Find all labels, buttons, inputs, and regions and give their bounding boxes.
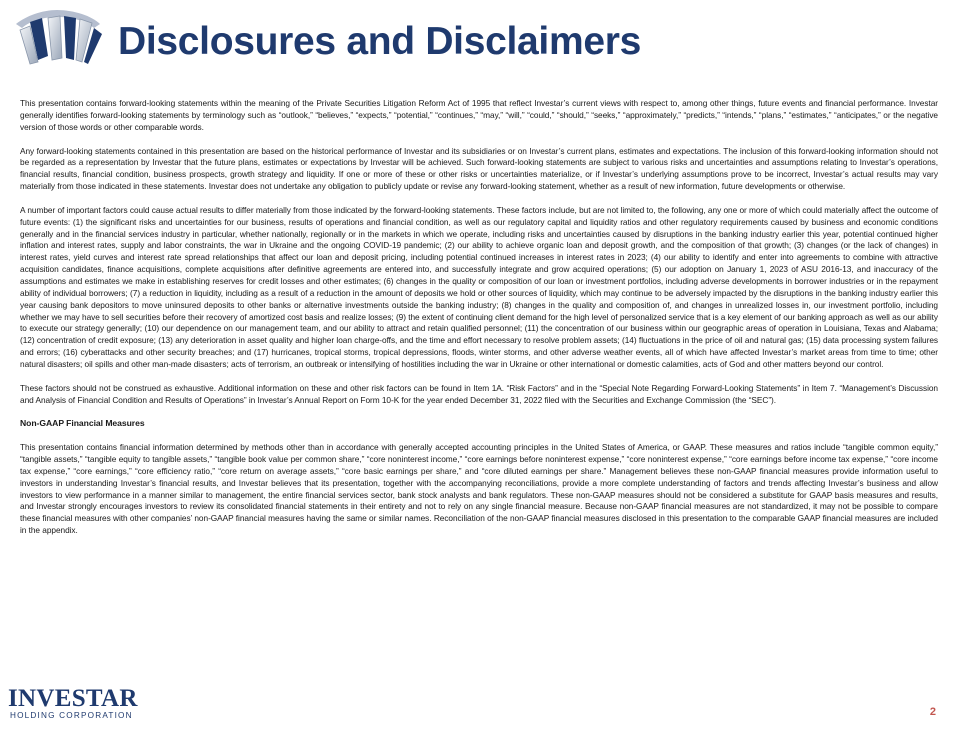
paragraph-basis: Any forward-looking statements contained in this presentation are based on the historical performance of Investar and its subsidiaries or on Investar’s current plans, estimates and expectations. The inclusion of this forward-looking information should not be regarded as a representation by Investar that the future plans, estimates or expectations by Investar will be achieved. Such forward-looking statements are subject to various risks and uncertainties and assumptions relating to Investar’s operations, financial results, financial condition, business prospects, growth strategy and liquidity. If one or more of these or other risks or uncertainties materialize, or if Investar’s underlying assumptions prove to be incorrect, Investar’s actual results may vary materially from those indicated in these statements. Investar does not undertake any obligation to publicly update or revise any forward-looking statement, whether as a result of new information, future developments or otherwise. bbox=[20, 145, 938, 192]
investar-shield-icon bbox=[8, 4, 106, 72]
paragraph-risk-factors: A number of important factors could cause actual results to differ materially from those indicated by the forward-looking statements. These factors include, but are not limited to, the following, any one or more of which could materially affect the outcome of future events: (1) the significant risks and uncertainties for our business, results of operations and financial condition, as well as our regulatory capital and liquidity ratios and other regulatory requirements caused by business and economic conditions generally and in the financial services industry in particular, whether nationally, regionally or in the markets in which we operate, including risks and uncertainties caused by disruptions in the banking industry earlier this year, potential continued higher inflation and interest rates, supply and labor constraints, the war in Ukraine and the ongoing COVID-19 pandemic; (2) our ability to achieve organic loan and deposit growth, and the composition of that growth; (3) changes (or the lack of changes) in interest rates, yield curves and interest rate spread relationships that affect our loan and deposit pricing, including potential continued increases in interest rates in 2023; (4) our ability to identify and enter into agreements to combine with attractive acquisition candidates, finance acquisitions, complete acquisitions after definitive agreements are entered into, and successfully integrate and grow acquired operations; (5) our adoption on January 1, 2023 of ASU 2016-13, and inaccuracy of the assumptions and estimates we make in establishing reserves for credit losses and other estimates; (6) changes in the quality or composition of our loan or investment portfolios, including adverse developments in borrower industries or in the repayment ability of individual borrowers; (7) a reduction in liquidity, including as a result of a reduction in the amount of deposits we hold or other sources of liquidity, which may continue to be adversely impacted by the disruptions in the banking industry earlier this year causing bank depositors to move uninsured deposits to other banks or alternative investments outside the banking industry; (8) changes in the quality and composition of, and changes in unrealized losses in, our investment portfolio, including whether we may have to sell securities before their recovery of amortized cost basis and realize losses; (9) the extent of continuing client demand for the high level of personalized service that is a key element of our banking approach as well as our ability to execute our strategy generally; (10) our dependence on our management team, and our ability to attract and retain qualified personnel; (11) the concentration of our business within our geographic areas of operation in Louisiana, Texas and Alabama; (12) concentration of credit exposure; (13) any deterioration in asset quality and higher loan charge-offs, and the time and effort necessary to resolve problem assets; (14) fluctuations in the price of oil and natural gas; (15) data processing system failures and errors; (16) cyberattacks and other security breaches; and (17) hurricanes, tropical storms, tropical depressions, floods, winter storms, and other adverse weather events, all of which have affected Investar’s market areas from time to time; other natural disasters; oil spills and other man-made disasters; acts of terrorism, an outbreak or intensifying of hostilities including the war in Ukraine or other international or domestic calamities, acts of God and other matters beyond our control. bbox=[20, 204, 938, 369]
page-title: Disclosures and Disclaimers bbox=[118, 20, 641, 63]
footer-logo-wordmark: INVESTAR bbox=[8, 685, 138, 712]
paragraph-non-gaap: This presentation contains financial information determined by methods other than in accordance with generally accepted accounting principles in the United States of America, or GAAP. These measures and ratios include “tangible common equity,” “tangible assets,” “tangible equity to tangible assets,” “tangible book value per common share,” “core noninterest income,” “core earnings before noninterest expense,” “core noninterest expense,” “core earnings before income tax expense,” “core income tax expense,” “core earnings,” “core efficiency ratio,” “core return on average assets,” “core basic earnings per share,” and “core diluted earnings per share.” Management believes these non-GAAP financial measures provide information useful to investors in understanding Investar’s financial results, and Investar believes that its presentation, together with the accompanying reconciliations, provide a more complete understanding of factors and trends affecting Investar’s business and allow investors to view performance in a manner similar to management, the entire financial services sector, bank stock analysts and bank regulators. These non-GAAP measures should not be considered a substitute for GAAP basis measures and results, and Investar strongly encourages investors to review its consolidated financial statements in their entirety and not to rely on any single financial measure. Because non-GAAP financial measures are not standardized, it may not be possible to compare these financial measures with other companies’ non-GAAP financial measures having the same or similar names. Reconciliation of the non-GAAP financial measures disclosed in this presentation to the comparable GAAP financial measures are included in the appendix. bbox=[20, 442, 938, 536]
paragraph-not-exhaustive: These factors should not be construed as exhaustive. Additional information on these and other risk factors can be found in Item 1A. “Risk Factors” and in the “Special Note Regarding Forward-Looking Statements” in Item 7. “Management’s Discussion and Analysis of Financial Condition and Results of Operations” in Investar’s Annual Report on Form 10-K for the year ended December 31, 2022 filed with the Securities and Exchange Commission (the “SEC”). bbox=[20, 382, 938, 405]
paragraph-forward-looking: This presentation contains forward-looking statements within the meaning of the Private Securities Litigation Reform Act of 1995 that reflect Investar’s current views with respect to, among other things, future events and financial performance. Investar generally identifies forward-looking statements by terminology such as “outlook,” “believes,” “expects,” “potential,” “continues,” “may,” “will,” “could,” “should,” “seeks,” “approximately,” “predicts,” “intends,” “plans,” “estimates,” “anticipates,” or the negative version of those words or other comparable words. bbox=[20, 98, 938, 132]
disclaimer-body bbox=[20, 98, 938, 549]
footer-logo bbox=[8, 687, 138, 720]
footer-logo-subtitle: HOLDING CORPORATION bbox=[10, 711, 133, 720]
non-gaap-heading: Non-GAAP Financial Measures bbox=[20, 418, 145, 429]
page-number: 2 bbox=[929, 706, 936, 718]
